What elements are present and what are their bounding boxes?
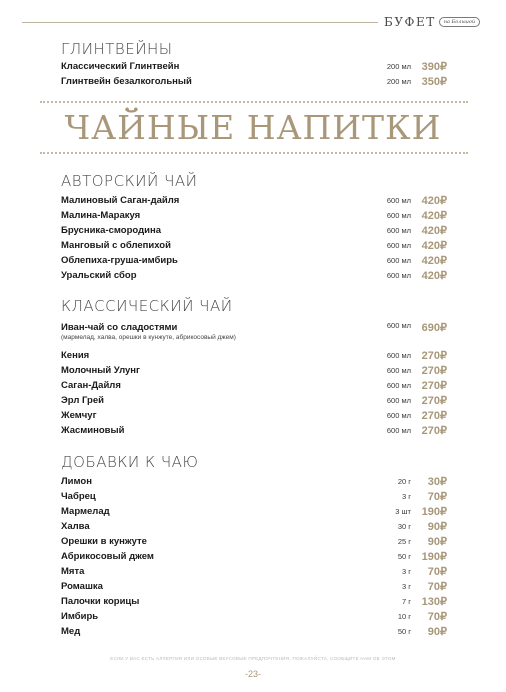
item-price: 420₽	[421, 225, 447, 237]
item-price: 70₽	[427, 491, 447, 503]
item-volume: 30 г	[397, 522, 411, 531]
section-title-addons: ДОБАВКИ К ЧАЮ	[61, 453, 199, 471]
item-price: 420₽	[421, 240, 447, 252]
item-price: 70₽	[427, 611, 447, 623]
menu-list-classic-tea	[61, 320, 447, 438]
menu-item	[61, 320, 447, 346]
menu-item	[61, 208, 447, 223]
item-price: 690₽	[421, 322, 447, 334]
menu-item	[61, 624, 447, 639]
item-name: Глинтвейн безалкогольный	[61, 76, 192, 87]
menu-item	[61, 363, 447, 378]
menu-item	[61, 238, 447, 253]
section-title-author-tea: АВТОРСКИЙ ЧАЙ	[61, 172, 198, 190]
item-name: Эрл Грей	[61, 395, 104, 406]
item-volume: 600 мл	[386, 351, 411, 360]
item-name: Малина-Маракуя	[61, 210, 141, 221]
item-volume: 7 г	[402, 597, 411, 606]
item-volume: 50 г	[397, 552, 411, 561]
item-name: Орешки в кунжуте	[61, 536, 147, 547]
item-name: Малиновый Саган-дайля	[61, 195, 180, 206]
menu-list-addons	[61, 474, 447, 639]
item-volume: 200 мл	[386, 77, 411, 86]
item-name: Чабрец	[61, 491, 96, 502]
item-price: 90₽	[427, 536, 447, 548]
menu-item	[61, 393, 447, 408]
item-price: 420₽	[421, 210, 447, 222]
item-price: 270₽	[421, 410, 447, 422]
menu-item	[61, 223, 447, 238]
item-volume: 600 мл	[386, 241, 411, 250]
item-name: Классический Глинтвейн	[61, 61, 180, 72]
item-name: Халва	[61, 521, 90, 532]
brand-logo	[384, 11, 480, 33]
item-price: 130₽	[421, 596, 447, 608]
item-volume: 3 шт	[395, 507, 411, 516]
item-volume: 50 г	[397, 627, 411, 636]
item-note: (мармелад, халва, орешки в кунжуте, абрикосовый джем)	[61, 334, 236, 341]
brand-name: БУФЕТ	[384, 15, 436, 29]
item-price: 270₽	[421, 365, 447, 377]
item-price: 90₽	[427, 521, 447, 533]
menu-item	[61, 474, 447, 489]
item-name-with-note	[61, 322, 236, 341]
menu-list-author-tea	[61, 193, 447, 283]
menu-item	[61, 74, 447, 89]
item-volume: 3 г	[402, 492, 411, 501]
menu-item	[61, 549, 447, 564]
brand-subtitle: на Большой	[439, 17, 480, 27]
item-name: Молочный Улунг	[61, 365, 141, 376]
menu-item	[61, 504, 447, 519]
menu-item	[61, 193, 447, 208]
item-name: Иван-чай со сладостями	[61, 322, 178, 333]
header-rule	[22, 22, 378, 23]
item-volume: 600 мл	[386, 366, 411, 375]
item-price: 270₽	[421, 350, 447, 362]
item-name: Жемчуг	[61, 410, 97, 421]
menu-item	[61, 519, 447, 534]
item-name: Лимон	[61, 476, 92, 487]
item-price: 270₽	[421, 395, 447, 407]
item-price: 190₽	[421, 551, 447, 563]
item-name: Мята	[61, 566, 85, 577]
item-volume: 3 г	[402, 582, 411, 591]
menu-item	[61, 489, 447, 504]
item-name: Абрикосовый джем	[61, 551, 154, 562]
menu-item	[61, 59, 447, 74]
item-name: Уральский сбор	[61, 270, 137, 281]
item-name: Палочки корицы	[61, 596, 140, 607]
item-volume: 600 мл	[386, 381, 411, 390]
item-volume: 10 г	[397, 612, 411, 621]
item-name: Мед	[61, 626, 81, 637]
item-volume: 600 мл	[386, 196, 411, 205]
dotted-divider-top	[40, 101, 468, 103]
page-number: -23-	[244, 669, 261, 679]
item-price: 390₽	[421, 61, 447, 73]
section-title-glintveyn: ГЛИНТВЕЙНЫ	[61, 40, 173, 58]
dotted-divider-bottom	[40, 152, 468, 154]
item-volume: 600 мл	[386, 411, 411, 420]
item-price: 420₽	[421, 255, 447, 267]
item-price: 70₽	[427, 566, 447, 578]
item-price: 90₽	[427, 626, 447, 638]
allergy-footnote: ЕСЛИ У ВАС ЕСТЬ АЛЛЕРГИЯ ИЛИ ОСОБЫЕ ВКУСОВЫЕ ПРЕДПОЧТЕНИЯ, ПОЖАЛУЙСТА, СООБЩИТЕ НАМ ОБ ЭТОМ	[110, 656, 396, 661]
item-price: 420₽	[421, 195, 447, 207]
item-volume: 600 мл	[386, 426, 411, 435]
menu-item	[61, 594, 447, 609]
item-name: Мармелад	[61, 506, 110, 517]
item-name: Жасминовый	[61, 425, 125, 436]
item-price: 270₽	[421, 425, 447, 437]
menu-item	[61, 378, 447, 393]
item-name: Саган-Дайля	[61, 380, 121, 391]
item-name: Облепиха-груша-имбирь	[61, 255, 178, 266]
item-volume: 3 г	[402, 567, 411, 576]
menu-item	[61, 534, 447, 549]
item-volume: 600 мл	[386, 271, 411, 280]
item-volume: 600 мл	[386, 226, 411, 235]
item-volume: 600 мл	[386, 321, 411, 330]
item-price: 30₽	[427, 476, 447, 488]
menu-item	[61, 579, 447, 594]
item-price: 190₽	[421, 506, 447, 518]
page-title: ЧАЙНЫЕ НАПИТКИ	[64, 108, 442, 147]
menu-list-glintveyn	[61, 59, 447, 89]
item-price: 420₽	[421, 270, 447, 282]
item-volume: 200 мл	[386, 62, 411, 71]
item-price: 70₽	[427, 581, 447, 593]
item-volume: 600 мл	[386, 396, 411, 405]
item-volume: 25 г	[397, 537, 411, 546]
item-volume: 600 мл	[386, 256, 411, 265]
menu-item	[61, 423, 447, 438]
item-name: Кения	[61, 350, 90, 361]
menu-item	[61, 348, 447, 363]
item-volume: 20 г	[397, 477, 411, 486]
section-title-classic-tea: КЛАССИЧЕСКИЙ ЧАЙ	[61, 297, 233, 315]
menu-item	[61, 268, 447, 283]
item-volume: 600 мл	[386, 211, 411, 220]
item-price: 350₽	[421, 76, 447, 88]
item-price: 270₽	[421, 380, 447, 392]
menu-item	[61, 564, 447, 579]
item-name: Манговый с облепихой	[61, 240, 171, 251]
item-name: Брусника-смородина	[61, 225, 161, 236]
menu-item	[61, 408, 447, 423]
menu-item	[61, 609, 447, 624]
item-name: Имбирь	[61, 611, 99, 622]
menu-item	[61, 253, 447, 268]
item-name: Ромашка	[61, 581, 103, 592]
